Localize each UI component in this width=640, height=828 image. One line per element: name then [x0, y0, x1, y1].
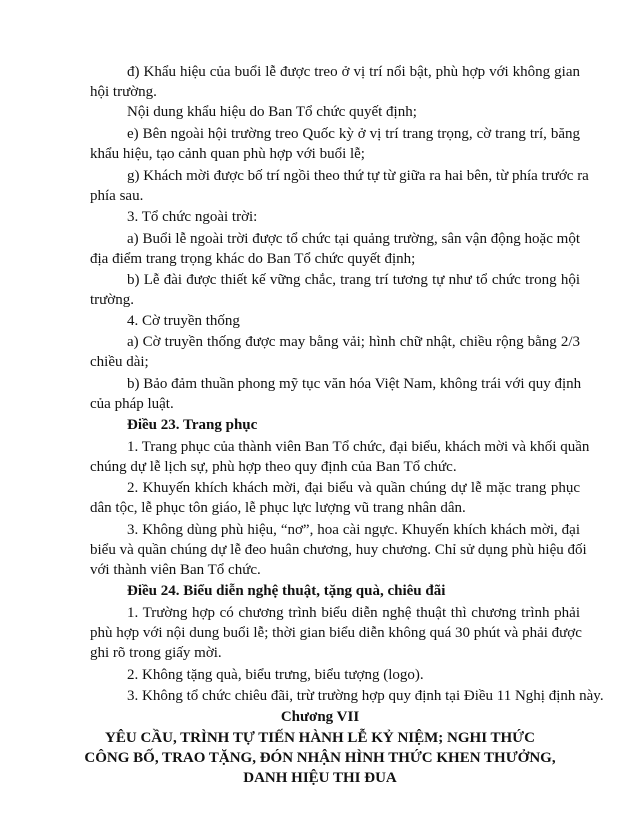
text-line: của pháp luật. — [90, 396, 174, 412]
text-line: trường. — [90, 292, 134, 308]
chapter-title-line: CÔNG BỐ, TRAO TẶNG, ĐÓN NHẬN HÌNH THỨC KHEN THƯỞNG, — [84, 750, 556, 766]
text-line: b) Lễ đài được thiết kế vững chắc, trang trí tương tự như tổ chức trong hội — [127, 272, 580, 288]
text-line: 4. Cờ truyền thống — [127, 313, 240, 329]
text-line: e) Bên ngoài hội trường treo Quốc kỳ ở vị trí trang trọng, cờ trang trí, băng — [127, 126, 580, 142]
chapter-title-line: YÊU CẦU, TRÌNH TỰ TIẾN HÀNH LỄ KỶ NIỆM; NGHI THỨC — [105, 730, 535, 746]
text-line: đ) Khẩu hiệu của buổi lễ được treo ở vị trí nổi bật, phù hợp với không gian — [127, 64, 580, 80]
text-line: ghi rõ trong giấy mời. — [90, 645, 222, 661]
text-line: g) Khách mời được bố trí ngồi theo thứ tự từ giữa ra hai bên, từ phía trước ra — [127, 168, 589, 184]
text-line: dân tộc, lễ phục tôn giáo, lễ phục lực lượng vũ trang nhân dân. — [90, 500, 466, 516]
chapter-number: Chương VII — [280, 709, 360, 725]
text-line: phía sau. — [90, 188, 144, 204]
text-line: hội trường. — [90, 84, 157, 100]
text-line: 1. Trường hợp có chương trình biểu diễn nghệ thuật thì chương trình phải — [127, 605, 580, 621]
text-line: địa điểm trang trọng khác do Ban Tổ chức quyết định; — [90, 251, 416, 267]
article-heading: Điều 24. Biểu diễn nghệ thuật, tặng quà, chiêu đãi — [127, 583, 446, 599]
text-line: 3. Không dùng phù hiệu, “nơ”, hoa cài ngực. Khuyến khích khách mời, đại — [127, 522, 580, 538]
text-line: 3. Tổ chức ngoài trời: — [127, 209, 258, 225]
chapter-title-line: DANH HIỆU THI ĐUA — [243, 770, 397, 786]
text-line: b) Bảo đảm thuần phong mỹ tục văn hóa Việt Nam, không trái với quy định — [127, 376, 582, 392]
text-line: 2. Khuyến khích khách mời, đại biểu và quần chúng dự lễ mặc trang phục — [127, 480, 580, 496]
text-line: khẩu hiệu, tạo cảnh quan phù hợp với buổi lễ; — [90, 146, 365, 162]
text-line: với thành viên Ban Tổ chức. — [90, 562, 261, 578]
text-line: a) Cờ truyền thống được may bằng vải; hình chữ nhật, chiều rộng bằng 2/3 — [127, 334, 580, 350]
text-line: biểu và quần chúng dự lễ đeo huân chương, huy chương. Chỉ sử dụng phù hiệu đối — [90, 542, 587, 558]
text-line: chiều dài; — [90, 354, 149, 370]
text-line: phù hợp với nội dung buổi lễ; thời gian biểu diễn không quá 30 phút và phải được — [90, 625, 582, 641]
article-heading: Điều 23. Trang phục — [127, 417, 258, 433]
text-line: 2. Không tặng quà, biểu trưng, biểu tượng (logo). — [127, 667, 424, 683]
text-line: 1. Trang phục của thành viên Ban Tổ chức, đại biểu, khách mời và khối quần — [127, 439, 590, 455]
text-line: chúng dự lễ lịch sự, phù hợp theo quy định của Ban Tổ chức. — [90, 459, 457, 475]
text-line: 3. Không tổ chức chiêu đãi, trừ trường hợp quy định tại Điều 11 Nghị định này. — [127, 688, 604, 704]
text-line: Nội dung khẩu hiệu do Ban Tổ chức quyết định; — [127, 104, 417, 120]
text-line: a) Buổi lễ ngoài trời được tổ chức tại quảng trường, sân vận động hoặc một — [127, 231, 580, 247]
